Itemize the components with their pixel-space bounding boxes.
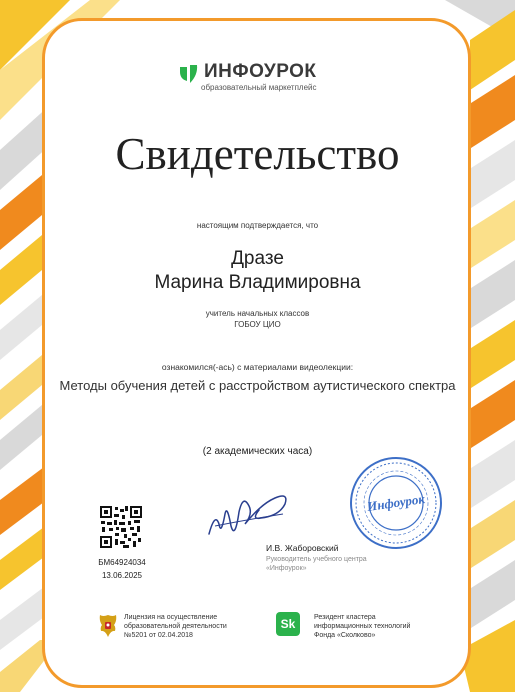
official-stamp-icon [348, 455, 444, 551]
qr-code-icon [99, 505, 143, 549]
recipient-surname: Дразе [231, 248, 284, 269]
skolkovo-logo-icon: Sk [276, 612, 300, 636]
intro-text: ознакомился(-ась) с материалами видеолекции: [161, 362, 354, 372]
license-line-1: Лицензия на осуществление [124, 614, 218, 621]
confirm-text: настоящим подтверждается, что [196, 221, 319, 230]
document-date: 13.06.2025 [101, 571, 143, 580]
certificate-title: Свидетельство [115, 129, 400, 179]
logo-name: ИНФОУРОК [204, 61, 317, 82]
recipient-school: ГОБОУ ЦИО [234, 320, 281, 329]
course-title: Методы обучения детей с расстройством аутистического спектра [59, 378, 456, 393]
stamp-center-text: Инфоурок [366, 491, 426, 514]
certificate-frame [42, 18, 471, 688]
skolkovo-line-2: информационных технологий [314, 623, 411, 630]
skolkovo-line-1: Резидент кластера [314, 614, 376, 621]
license-line-2: образовательной деятельности [124, 623, 227, 630]
license-line-3: №5201 от 02.04.2018 [124, 632, 193, 639]
coat-of-arms-icon [97, 613, 119, 639]
signer-role: Руководитель учебного центра [266, 556, 367, 563]
course-hours: (2 академических часа) [202, 446, 313, 457]
recipient-position: учитель начальных классов [205, 309, 310, 318]
recipient-name: Марина Владимировна [154, 272, 361, 293]
document-id: БМ64924034 [98, 558, 146, 567]
infourok-logo-icon [178, 63, 200, 85]
signer-name: И.В. Жаборовский [266, 543, 339, 553]
logo-subtitle: образовательный маркетплейс [201, 83, 317, 92]
signature-icon [205, 484, 295, 544]
signer-organization: «Инфоурок» [266, 565, 307, 572]
skolkovo-line-3: Фонда «Сколково» [314, 632, 376, 639]
